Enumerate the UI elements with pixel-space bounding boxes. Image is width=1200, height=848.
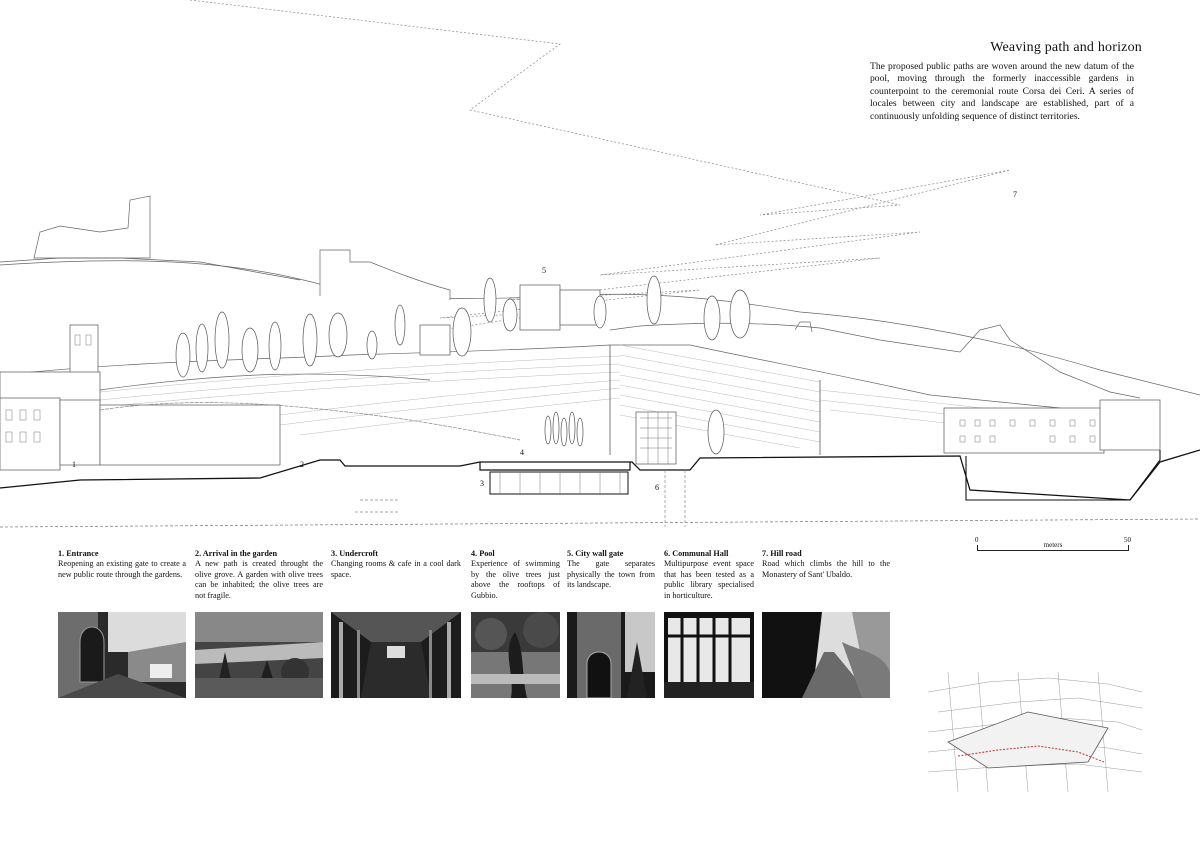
scale-start: 0 bbox=[975, 536, 979, 544]
legend-heading: 7. Hill road bbox=[762, 549, 802, 558]
legend-item-undercroft bbox=[331, 549, 461, 580]
legend-text: Multipurpose event space that has been tested as a public library specialised in horticulture. bbox=[664, 559, 754, 600]
section-label-1: 1 bbox=[72, 460, 76, 469]
entrance-photo bbox=[58, 612, 186, 698]
undercroft-photo bbox=[331, 612, 461, 698]
legend-heading: 6. Communal Hall bbox=[664, 549, 729, 558]
hill-road-photo bbox=[762, 612, 890, 698]
scale-unit: meters bbox=[1043, 541, 1063, 549]
legend-item-garden bbox=[195, 549, 323, 601]
legend-item-communal-hall bbox=[664, 549, 754, 601]
section-label-2: 2 bbox=[300, 460, 304, 469]
city-wall-gate-photo bbox=[567, 612, 655, 698]
legend-heading: 5. City wall gate bbox=[567, 549, 624, 558]
legend-item-entrance bbox=[58, 549, 186, 580]
legend-text: A new path is created throught the olive grove. A garden with olive trees can be inhabited; the olive trees are not fragile. bbox=[195, 559, 323, 600]
legend-heading: 2. Arrival in the garden bbox=[195, 549, 278, 558]
drawing-title: Weaving path and horizon bbox=[990, 40, 1142, 55]
legend-text: Road which climbs the hill to the Monastery of Sant' Ubaldo. bbox=[762, 559, 890, 579]
legend-item-pool bbox=[471, 549, 560, 601]
section-label-6: 6 bbox=[655, 483, 659, 492]
legend-item-hill-road bbox=[762, 549, 890, 580]
legend-text: Reopening an existing gate to create a new public route through the gardens. bbox=[58, 559, 186, 579]
legend-item-city-wall-gate bbox=[567, 549, 655, 591]
communal-hall-photo bbox=[664, 612, 754, 698]
legend-heading: 3. Undercroft bbox=[331, 549, 378, 558]
section-label-4: 4 bbox=[520, 448, 524, 457]
hill-road-path bbox=[190, 0, 1010, 330]
pool-photo bbox=[471, 612, 560, 698]
garden-photo bbox=[195, 612, 323, 698]
scale-end: 50 bbox=[1124, 536, 1131, 544]
legend-text: The gate separates physically the town from its landscape. bbox=[567, 559, 655, 590]
key-plan-map bbox=[928, 672, 1142, 792]
scale-bar bbox=[975, 536, 1131, 556]
section-label-5: 5 bbox=[542, 266, 546, 275]
section-label-3: 3 bbox=[480, 479, 484, 488]
intro-paragraph: The proposed public paths are woven around the new datum of the pool, moving through the formerly inaccessible gardens in counterpoint to the ceremonial route Corsa dei Ceri. A series of locales between city and landscape are established, part of a continuously unfolding sequence of distinct territories. bbox=[870, 61, 1134, 122]
legend-text: Experience of swimming by the olive trees just above the rooftops of Gubbio. bbox=[471, 559, 560, 600]
legend-heading: 4. Pool bbox=[471, 549, 495, 558]
legend-text: Changing rooms & cafe in a cool dark space. bbox=[331, 559, 461, 579]
section-label-7: 7 bbox=[1013, 190, 1017, 199]
legend-heading: 1. Entrance bbox=[58, 549, 99, 558]
